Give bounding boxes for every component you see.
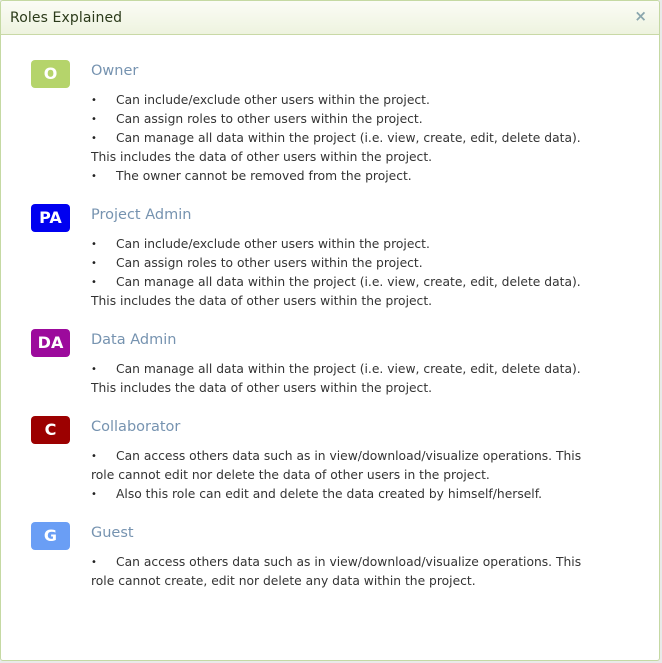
- role-line: • Can manage all data within the project (i.e. view, create, edit, delete data).: [91, 360, 591, 379]
- role-badge-collaborator: C: [31, 416, 70, 444]
- role-name-owner: Owner: [91, 63, 139, 79]
- role-description-project-admin: [91, 235, 591, 311]
- role-name-project-admin: Project Admin: [91, 207, 192, 223]
- role-line: • Can include/exclude other users within the project.: [91, 91, 591, 110]
- role-description-guest: [91, 553, 591, 591]
- role-line: • Can assign roles to other users within the project.: [91, 110, 591, 129]
- close-icon[interactable]: ×: [634, 7, 647, 25]
- role-line: This includes the data of other users within the project.: [91, 381, 433, 395]
- role-line: • Can include/exclude other users within the project.: [91, 235, 591, 254]
- role-badge-data-admin: DA: [31, 329, 70, 357]
- role-line: This includes the data of other users within the project.: [91, 150, 433, 164]
- role-line: This includes the data of other users within the project.: [91, 294, 433, 308]
- role-line: • Can access others data such as in view/download/visualize operations. This: [91, 553, 591, 572]
- role-name-data-admin: Data Admin: [91, 332, 177, 348]
- role-description-collaborator: [91, 447, 591, 504]
- role-line: • Can access others data such as in view/download/visualize operations. This: [91, 447, 591, 466]
- role-badge-project-admin: PA: [31, 204, 70, 232]
- role-description-data-admin: [91, 360, 591, 398]
- role-name-guest: Guest: [91, 525, 134, 541]
- role-line: • The owner cannot be removed from the project.: [91, 167, 591, 186]
- role-line: • Can manage all data within the project (i.e. view, create, edit, delete data).: [91, 129, 591, 148]
- dialog-title: Roles Explained: [10, 10, 123, 26]
- role-line: • Also this role can edit and delete the data created by himself/herself.: [91, 485, 591, 504]
- role-line: role cannot edit nor delete the data of other users in the project.: [91, 468, 490, 482]
- role-line: • Can assign roles to other users within the project.: [91, 254, 591, 273]
- dialog-titlebar: [1, 1, 659, 35]
- role-badge-guest: G: [31, 522, 70, 550]
- role-line: role cannot create, edit nor delete any data within the project.: [91, 574, 476, 588]
- role-name-collaborator: Collaborator: [91, 419, 181, 435]
- role-badge-owner: O: [31, 60, 70, 88]
- role-line: • Can manage all data within the project (i.e. view, create, edit, delete data).: [91, 273, 591, 292]
- role-description-owner: [91, 91, 591, 186]
